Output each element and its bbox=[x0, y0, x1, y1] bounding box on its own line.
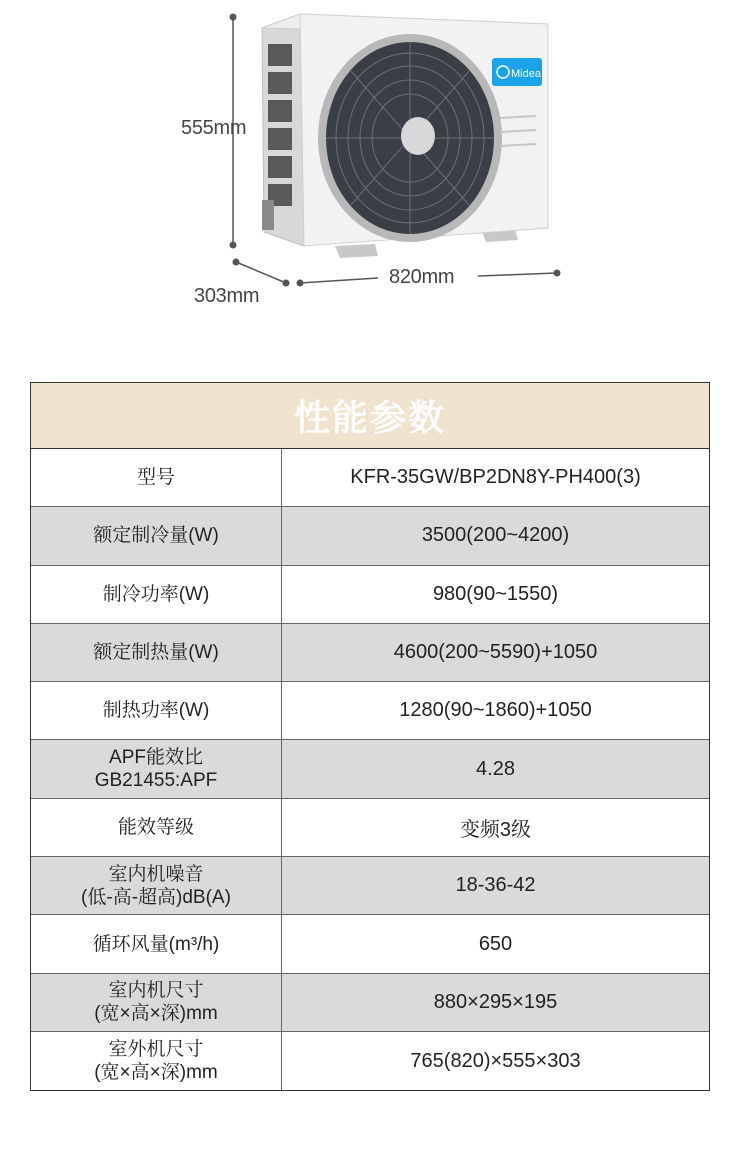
spec-value: 1280(90~1860)+1050 bbox=[399, 699, 592, 722]
specs-table-header bbox=[31, 383, 709, 449]
spec-value: 3500(200~4200) bbox=[421, 524, 570, 547]
depth-dimension: 303mm bbox=[194, 285, 260, 307]
spec-row-indoor-size bbox=[31, 974, 709, 1032]
spec-value: 4600(200~5590)+1050 bbox=[393, 641, 598, 664]
spec-label: 室外机尺寸 (宽×高×深)mm bbox=[31, 1032, 282, 1090]
spec-row-model bbox=[31, 449, 709, 507]
specs-table-title: 性能参数 bbox=[293, 397, 446, 438]
spec-value: 4.28 bbox=[476, 757, 515, 780]
spec-row-energy-grade bbox=[31, 799, 709, 857]
spec-label: 额定制热量(W) bbox=[31, 624, 282, 681]
spec-row-airflow bbox=[31, 915, 709, 973]
spec-row-outdoor-size bbox=[31, 1032, 709, 1090]
spec-label: 型号 bbox=[31, 449, 282, 506]
spec-value: KFR-35GW/BP2DN8Y-PH400(3) bbox=[350, 466, 641, 489]
spec-label: 制冷功率(W) bbox=[31, 566, 282, 623]
spec-label: 室内机尺寸 (宽×高×深)mm bbox=[31, 974, 282, 1031]
spec-value: 18-36-42 bbox=[455, 874, 536, 897]
outdoor-unit-illustration bbox=[0, 0, 740, 340]
spec-row-heating-capacity bbox=[31, 624, 709, 682]
spec-row-cooling-capacity bbox=[31, 507, 709, 565]
spec-label: 制热功率(W) bbox=[31, 682, 282, 739]
specs-table bbox=[30, 382, 710, 1091]
width-dimension: 820mm bbox=[389, 266, 455, 288]
spec-value: 880×295×195 bbox=[433, 990, 558, 1013]
spec-row-heating-power bbox=[31, 682, 709, 740]
spec-value: 变频3级 bbox=[459, 818, 532, 841]
spec-value: 650 bbox=[478, 932, 513, 955]
spec-label: 额定制冷量(W) bbox=[31, 507, 282, 564]
product-image-area bbox=[0, 0, 740, 340]
height-dimension: 555mm bbox=[181, 117, 247, 139]
spec-row-apf bbox=[31, 740, 709, 798]
spec-value: 765(820)×555×303 bbox=[410, 1049, 581, 1072]
spec-label: APF能效比 GB21455:APF bbox=[31, 740, 282, 797]
spec-label: 循环风量(m³/h) bbox=[31, 915, 282, 972]
spec-value: 980(90~1550) bbox=[432, 582, 559, 605]
brand-logo-text: Midea bbox=[511, 68, 541, 80]
spec-row-cooling-power bbox=[31, 566, 709, 624]
spec-row-indoor-noise bbox=[31, 857, 709, 915]
spec-label: 室内机噪音 (低-高-超高)dB(A) bbox=[31, 857, 282, 914]
spec-label: 能效等级 bbox=[31, 799, 282, 856]
